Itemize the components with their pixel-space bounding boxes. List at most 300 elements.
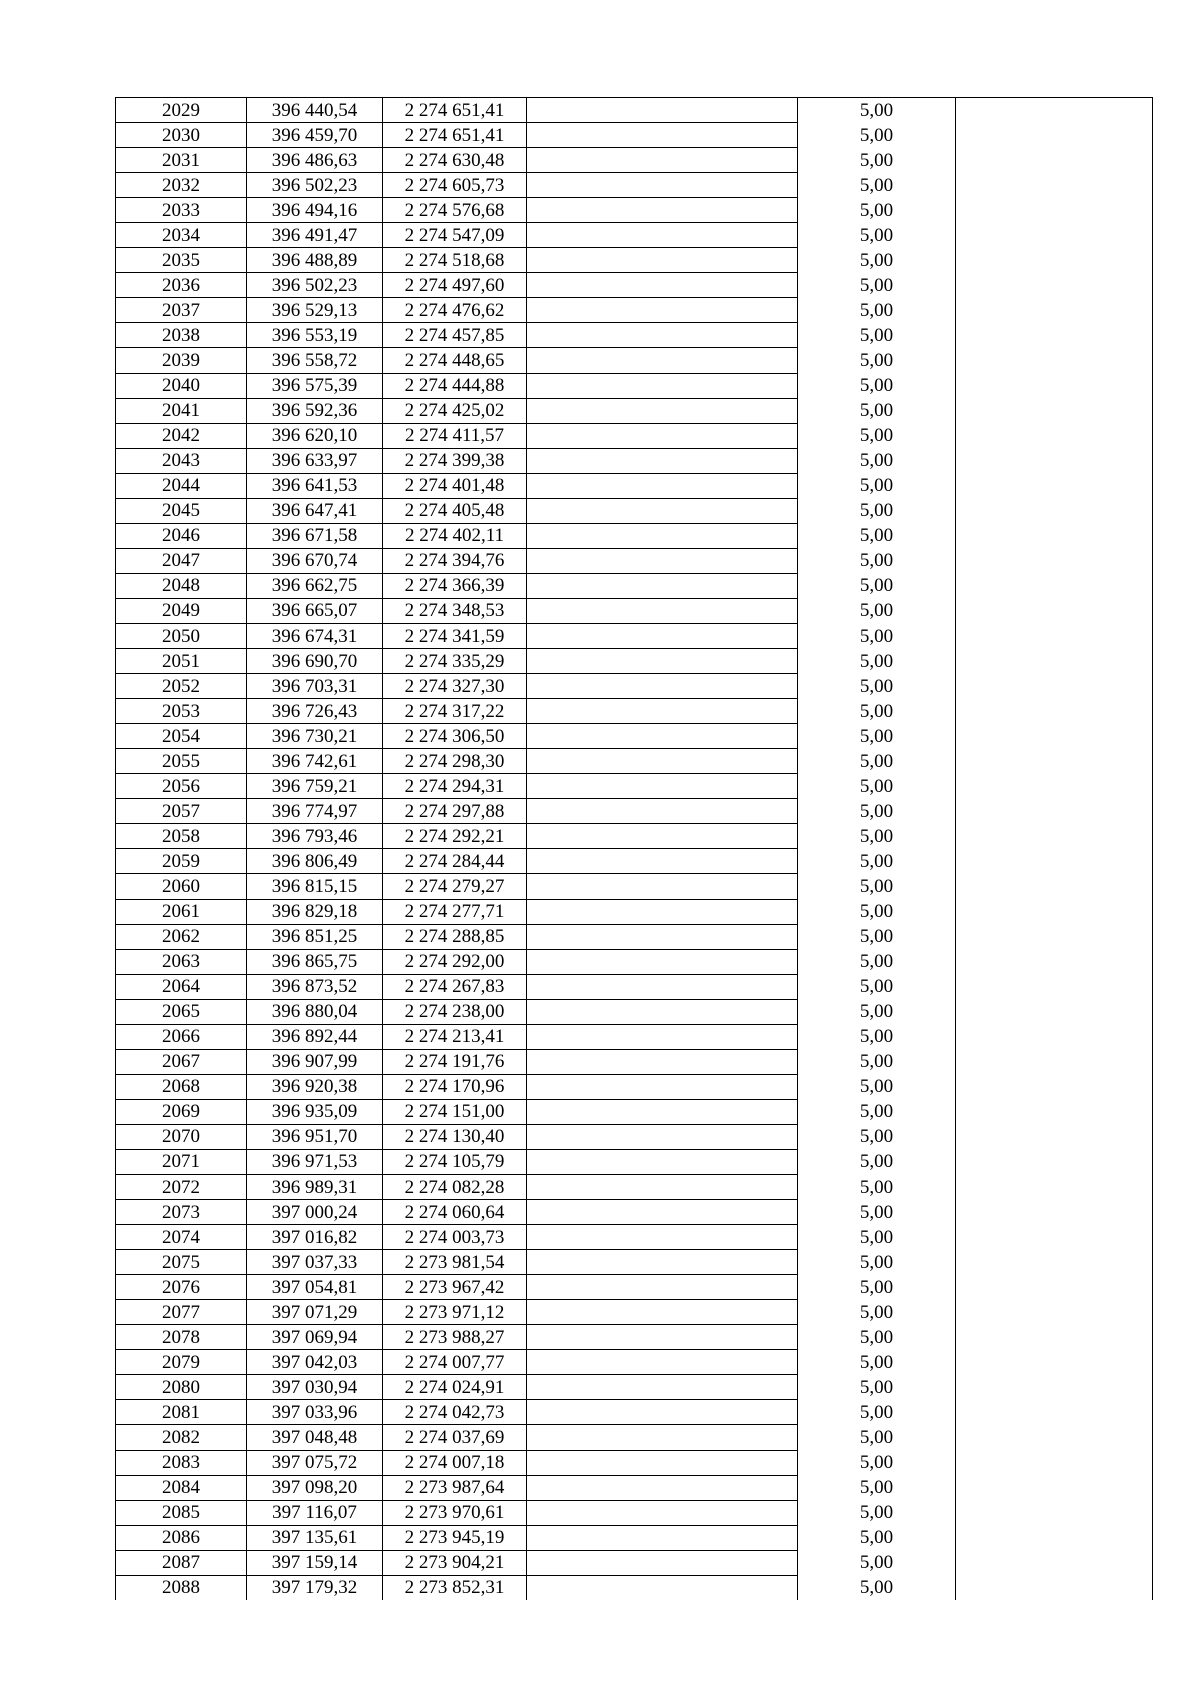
blank-cell: [527, 824, 798, 849]
point-number-cell: 2062: [116, 924, 247, 949]
tolerance-cell: 5,00: [798, 749, 956, 774]
y-coordinate-cell: 2 274 060,64: [383, 1200, 527, 1225]
tolerance-cell: 5,00: [798, 824, 956, 849]
extra-cell: [956, 1500, 1153, 1525]
extra-cell: [956, 774, 1153, 799]
point-number-cell: 2044: [116, 473, 247, 498]
tolerance-cell: 5,00: [798, 98, 956, 123]
tolerance-cell: 5,00: [798, 674, 956, 699]
blank-cell: [527, 1450, 798, 1475]
blank-cell: [527, 1099, 798, 1124]
table-row: [116, 148, 1153, 173]
extra-cell: [956, 148, 1153, 173]
y-coordinate-cell: 2 274 457,85: [383, 323, 527, 348]
table-row: [116, 548, 1153, 573]
x-coordinate-cell: 396 759,21: [247, 774, 383, 799]
tolerance-cell: 5,00: [798, 1225, 956, 1250]
blank-cell: [527, 1124, 798, 1149]
blank-cell: [527, 598, 798, 623]
point-number-cell: 2081: [116, 1400, 247, 1425]
tolerance-cell: 5,00: [798, 899, 956, 924]
point-number-cell: 2082: [116, 1425, 247, 1450]
extra-cell: [956, 1325, 1153, 1350]
tolerance-cell: 5,00: [798, 1475, 956, 1500]
point-number-cell: 2066: [116, 1024, 247, 1049]
x-coordinate-cell: 396 633,97: [247, 448, 383, 473]
y-coordinate-cell: 2 273 967,42: [383, 1275, 527, 1300]
table-row: [116, 298, 1153, 323]
x-coordinate-cell: 397 048,48: [247, 1425, 383, 1450]
x-coordinate-cell: 396 553,19: [247, 323, 383, 348]
tolerance-cell: 5,00: [798, 1124, 956, 1149]
x-coordinate-cell: 397 042,03: [247, 1350, 383, 1375]
tolerance-cell: 5,00: [798, 1300, 956, 1325]
y-coordinate-cell: 2 274 151,00: [383, 1099, 527, 1124]
blank-cell: [527, 1049, 798, 1074]
point-number-cell: 2045: [116, 498, 247, 523]
table-row: [116, 1550, 1153, 1575]
table-row: [116, 999, 1153, 1024]
extra-cell: [956, 649, 1153, 674]
point-number-cell: 2051: [116, 649, 247, 674]
y-coordinate-cell: 2 274 576,68: [383, 198, 527, 223]
y-coordinate-cell: 2 274 425,02: [383, 398, 527, 423]
extra-cell: [956, 473, 1153, 498]
tolerance-cell: 5,00: [798, 1575, 956, 1600]
point-number-cell: 2031: [116, 148, 247, 173]
y-coordinate-cell: 2 274 547,09: [383, 223, 527, 248]
table-row: [116, 1400, 1153, 1425]
blank-cell: [527, 699, 798, 724]
blank-cell: [527, 1350, 798, 1375]
x-coordinate-cell: 396 491,47: [247, 223, 383, 248]
point-number-cell: 2068: [116, 1074, 247, 1099]
tolerance-cell: 5,00: [798, 1325, 956, 1350]
point-number-cell: 2041: [116, 398, 247, 423]
x-coordinate-cell: 396 989,31: [247, 1175, 383, 1200]
tolerance-cell: 5,00: [798, 1375, 956, 1400]
tolerance-cell: 5,00: [798, 1500, 956, 1525]
y-coordinate-cell: 2 274 297,88: [383, 799, 527, 824]
point-number-cell: 2048: [116, 573, 247, 598]
table-row: [116, 1350, 1153, 1375]
x-coordinate-cell: 396 951,70: [247, 1124, 383, 1149]
blank-cell: [527, 123, 798, 148]
x-coordinate-cell: 396 851,25: [247, 924, 383, 949]
x-coordinate-cell: 396 459,70: [247, 123, 383, 148]
blank-cell: [527, 173, 798, 198]
table-row: [116, 1049, 1153, 1074]
extra-cell: [956, 924, 1153, 949]
point-number-cell: 2037: [116, 298, 247, 323]
tolerance-cell: 5,00: [798, 298, 956, 323]
point-number-cell: 2040: [116, 373, 247, 398]
blank-cell: [527, 849, 798, 874]
tolerance-cell: 5,00: [798, 348, 956, 373]
extra-cell: [956, 173, 1153, 198]
point-number-cell: 2042: [116, 423, 247, 448]
point-number-cell: 2039: [116, 348, 247, 373]
table-row: [116, 173, 1153, 198]
point-number-cell: 2035: [116, 248, 247, 273]
table-row: [116, 1124, 1153, 1149]
y-coordinate-cell: 2 273 945,19: [383, 1525, 527, 1550]
y-coordinate-cell: 2 273 988,27: [383, 1325, 527, 1350]
tolerance-cell: 5,00: [798, 573, 956, 598]
table-row: [116, 1074, 1153, 1099]
table-row: [116, 1425, 1153, 1450]
x-coordinate-cell: 397 116,07: [247, 1500, 383, 1525]
point-number-cell: 2030: [116, 123, 247, 148]
y-coordinate-cell: 2 274 267,83: [383, 974, 527, 999]
y-coordinate-cell: 2 274 348,53: [383, 598, 527, 623]
point-number-cell: 2036: [116, 273, 247, 298]
x-coordinate-cell: 397 033,96: [247, 1400, 383, 1425]
y-coordinate-cell: 2 274 007,77: [383, 1350, 527, 1375]
x-coordinate-cell: 396 488,89: [247, 248, 383, 273]
extra-cell: [956, 1074, 1153, 1099]
point-number-cell: 2070: [116, 1124, 247, 1149]
extra-cell: [956, 598, 1153, 623]
table-row: [116, 1024, 1153, 1049]
point-number-cell: 2077: [116, 1300, 247, 1325]
y-coordinate-cell: 2 274 306,50: [383, 724, 527, 749]
table-row: [116, 699, 1153, 724]
table-row: [116, 1525, 1153, 1550]
blank-cell: [527, 949, 798, 974]
table-row: [116, 273, 1153, 298]
x-coordinate-cell: 396 971,53: [247, 1149, 383, 1174]
y-coordinate-cell: 2 274 003,73: [383, 1225, 527, 1250]
tolerance-cell: 5,00: [798, 1525, 956, 1550]
y-coordinate-cell: 2 274 105,79: [383, 1149, 527, 1174]
blank-cell: [527, 1149, 798, 1174]
point-number-cell: 2076: [116, 1275, 247, 1300]
blank-cell: [527, 1475, 798, 1500]
table-row: [116, 623, 1153, 648]
table-body: [116, 98, 1153, 1600]
tolerance-cell: 5,00: [798, 774, 956, 799]
table-row: [116, 223, 1153, 248]
table-row: [116, 724, 1153, 749]
table-row: [116, 1149, 1153, 1174]
blank-cell: [527, 1425, 798, 1450]
x-coordinate-cell: 397 069,94: [247, 1325, 383, 1350]
point-number-cell: 2049: [116, 598, 247, 623]
coordinate-table: [115, 97, 1153, 1600]
point-number-cell: 2058: [116, 824, 247, 849]
y-coordinate-cell: 2 274 277,71: [383, 899, 527, 924]
table-row: [116, 674, 1153, 699]
table-row: [116, 1099, 1153, 1124]
x-coordinate-cell: 396 920,38: [247, 1074, 383, 1099]
extra-cell: [956, 348, 1153, 373]
tolerance-cell: 5,00: [798, 1074, 956, 1099]
table-row: [116, 1250, 1153, 1275]
point-number-cell: 2073: [116, 1200, 247, 1225]
blank-cell: [527, 1024, 798, 1049]
blank-cell: [527, 473, 798, 498]
table-row: [116, 373, 1153, 398]
tolerance-cell: 5,00: [798, 398, 956, 423]
extra-cell: [956, 273, 1153, 298]
y-coordinate-cell: 2 274 411,57: [383, 423, 527, 448]
x-coordinate-cell: 396 793,46: [247, 824, 383, 849]
blank-cell: [527, 924, 798, 949]
point-number-cell: 2034: [116, 223, 247, 248]
blank-cell: [527, 398, 798, 423]
y-coordinate-cell: 2 273 971,12: [383, 1300, 527, 1325]
y-coordinate-cell: 2 274 401,48: [383, 473, 527, 498]
point-number-cell: 2074: [116, 1225, 247, 1250]
tolerance-cell: 5,00: [798, 523, 956, 548]
point-number-cell: 2047: [116, 548, 247, 573]
x-coordinate-cell: 397 016,82: [247, 1225, 383, 1250]
tolerance-cell: 5,00: [798, 1450, 956, 1475]
tolerance-cell: 5,00: [798, 1024, 956, 1049]
table-row: [116, 899, 1153, 924]
x-coordinate-cell: 396 558,72: [247, 348, 383, 373]
y-coordinate-cell: 2 274 317,22: [383, 699, 527, 724]
x-coordinate-cell: 396 774,97: [247, 799, 383, 824]
x-coordinate-cell: 397 159,14: [247, 1550, 383, 1575]
point-number-cell: 2069: [116, 1099, 247, 1124]
y-coordinate-cell: 2 273 987,64: [383, 1475, 527, 1500]
extra-cell: [956, 1400, 1153, 1425]
tolerance-cell: 5,00: [798, 1099, 956, 1124]
extra-cell: [956, 1250, 1153, 1275]
table-row: [116, 598, 1153, 623]
tolerance-cell: 5,00: [798, 849, 956, 874]
y-coordinate-cell: 2 274 024,91: [383, 1375, 527, 1400]
tolerance-cell: 5,00: [798, 1250, 956, 1275]
blank-cell: [527, 974, 798, 999]
point-number-cell: 2038: [116, 323, 247, 348]
table-row: [116, 448, 1153, 473]
point-number-cell: 2064: [116, 974, 247, 999]
tolerance-cell: 5,00: [798, 448, 956, 473]
x-coordinate-cell: 397 075,72: [247, 1450, 383, 1475]
point-number-cell: 2033: [116, 198, 247, 223]
point-number-cell: 2032: [116, 173, 247, 198]
table-row: [116, 1450, 1153, 1475]
point-number-cell: 2071: [116, 1149, 247, 1174]
blank-cell: [527, 148, 798, 173]
table-row: [116, 1575, 1153, 1600]
blank-cell: [527, 1575, 798, 1600]
tolerance-cell: 5,00: [798, 373, 956, 398]
blank-cell: [527, 548, 798, 573]
x-coordinate-cell: 396 647,41: [247, 498, 383, 523]
extra-cell: [956, 1425, 1153, 1450]
x-coordinate-cell: 396 935,09: [247, 1099, 383, 1124]
table-row: [116, 949, 1153, 974]
x-coordinate-cell: 396 892,44: [247, 1024, 383, 1049]
blank-cell: [527, 523, 798, 548]
extra-cell: [956, 98, 1153, 123]
extra-cell: [956, 623, 1153, 648]
blank-cell: [527, 1250, 798, 1275]
blank-cell: [527, 1074, 798, 1099]
extra-cell: [956, 123, 1153, 148]
tolerance-cell: 5,00: [798, 724, 956, 749]
y-coordinate-cell: 2 274 399,38: [383, 448, 527, 473]
blank-cell: [527, 348, 798, 373]
tolerance-cell: 5,00: [798, 999, 956, 1024]
point-number-cell: 2029: [116, 98, 247, 123]
x-coordinate-cell: 396 665,07: [247, 598, 383, 623]
extra-cell: [956, 1350, 1153, 1375]
table-row: [116, 573, 1153, 598]
y-coordinate-cell: 2 274 191,76: [383, 1049, 527, 1074]
y-coordinate-cell: 2 274 448,65: [383, 348, 527, 373]
extra-cell: [956, 298, 1153, 323]
blank-cell: [527, 248, 798, 273]
x-coordinate-cell: 397 179,32: [247, 1575, 383, 1600]
tolerance-cell: 5,00: [798, 273, 956, 298]
extra-cell: [956, 849, 1153, 874]
x-coordinate-cell: 396 620,10: [247, 423, 383, 448]
blank-cell: [527, 273, 798, 298]
point-number-cell: 2088: [116, 1575, 247, 1600]
blank-cell: [527, 373, 798, 398]
table-row: [116, 824, 1153, 849]
tolerance-cell: 5,00: [798, 1175, 956, 1200]
x-coordinate-cell: 397 135,61: [247, 1525, 383, 1550]
x-coordinate-cell: 396 440,54: [247, 98, 383, 123]
tolerance-cell: 5,00: [798, 1350, 956, 1375]
point-number-cell: 2067: [116, 1049, 247, 1074]
blank-cell: [527, 1325, 798, 1350]
tolerance-cell: 5,00: [798, 1275, 956, 1300]
y-coordinate-cell: 2 274 007,18: [383, 1450, 527, 1475]
extra-cell: [956, 1124, 1153, 1149]
y-coordinate-cell: 2 274 292,21: [383, 824, 527, 849]
y-coordinate-cell: 2 274 651,41: [383, 98, 527, 123]
extra-cell: [956, 1024, 1153, 1049]
blank-cell: [527, 874, 798, 899]
extra-cell: [956, 1200, 1153, 1225]
point-number-cell: 2050: [116, 623, 247, 648]
table-row: [116, 1175, 1153, 1200]
extra-cell: [956, 899, 1153, 924]
x-coordinate-cell: 396 703,31: [247, 674, 383, 699]
extra-cell: [956, 448, 1153, 473]
table-row: [116, 849, 1153, 874]
blank-cell: [527, 1200, 798, 1225]
table-row: [116, 874, 1153, 899]
extra-cell: [956, 1149, 1153, 1174]
extra-cell: [956, 749, 1153, 774]
extra-cell: [956, 573, 1153, 598]
y-coordinate-cell: 2 273 970,61: [383, 1500, 527, 1525]
blank-cell: [527, 799, 798, 824]
tolerance-cell: 5,00: [798, 799, 956, 824]
tolerance-cell: 5,00: [798, 498, 956, 523]
extra-cell: [956, 248, 1153, 273]
blank-cell: [527, 1225, 798, 1250]
y-coordinate-cell: 2 274 341,59: [383, 623, 527, 648]
table-row: [116, 774, 1153, 799]
blank-cell: [527, 1400, 798, 1425]
table-row: [116, 749, 1153, 774]
blank-cell: [527, 1275, 798, 1300]
extra-cell: [956, 874, 1153, 899]
extra-cell: [956, 1225, 1153, 1250]
extra-cell: [956, 1450, 1153, 1475]
extra-cell: [956, 398, 1153, 423]
table-row: [116, 473, 1153, 498]
point-number-cell: 2060: [116, 874, 247, 899]
table-row: [116, 1200, 1153, 1225]
y-coordinate-cell: 2 274 497,60: [383, 273, 527, 298]
table-row: [116, 423, 1153, 448]
tolerance-cell: 5,00: [798, 974, 956, 999]
table-row: [116, 1475, 1153, 1500]
table-row: [116, 1500, 1153, 1525]
y-coordinate-cell: 2 274 082,28: [383, 1175, 527, 1200]
tolerance-cell: 5,00: [798, 198, 956, 223]
tolerance-cell: 5,00: [798, 874, 956, 899]
x-coordinate-cell: 396 742,61: [247, 749, 383, 774]
x-coordinate-cell: 397 030,94: [247, 1375, 383, 1400]
extra-cell: [956, 423, 1153, 448]
tolerance-cell: 5,00: [798, 1149, 956, 1174]
x-coordinate-cell: 396 880,04: [247, 999, 383, 1024]
tolerance-cell: 5,00: [798, 1425, 956, 1450]
y-coordinate-cell: 2 274 605,73: [383, 173, 527, 198]
x-coordinate-cell: 396 806,49: [247, 849, 383, 874]
tolerance-cell: 5,00: [798, 1200, 956, 1225]
y-coordinate-cell: 2 274 298,30: [383, 749, 527, 774]
point-number-cell: 2052: [116, 674, 247, 699]
blank-cell: [527, 498, 798, 523]
tolerance-cell: 5,00: [798, 248, 956, 273]
x-coordinate-cell: 397 037,33: [247, 1250, 383, 1275]
x-coordinate-cell: 396 674,31: [247, 623, 383, 648]
x-coordinate-cell: 396 529,13: [247, 298, 383, 323]
y-coordinate-cell: 2 274 292,00: [383, 949, 527, 974]
tolerance-cell: 5,00: [798, 623, 956, 648]
table-row: [116, 248, 1153, 273]
blank-cell: [527, 1375, 798, 1400]
y-coordinate-cell: 2 274 170,96: [383, 1074, 527, 1099]
x-coordinate-cell: 396 486,63: [247, 148, 383, 173]
tolerance-cell: 5,00: [798, 1550, 956, 1575]
extra-cell: [956, 1175, 1153, 1200]
blank-cell: [527, 674, 798, 699]
blank-cell: [527, 298, 798, 323]
extra-cell: [956, 198, 1153, 223]
table-row: [116, 799, 1153, 824]
point-number-cell: 2043: [116, 448, 247, 473]
point-number-cell: 2083: [116, 1450, 247, 1475]
tolerance-cell: 5,00: [798, 949, 956, 974]
x-coordinate-cell: 396 829,18: [247, 899, 383, 924]
point-number-cell: 2065: [116, 999, 247, 1024]
tolerance-cell: 5,00: [798, 223, 956, 248]
table-row: [116, 1300, 1153, 1325]
blank-cell: [527, 899, 798, 924]
table-row: [116, 498, 1153, 523]
point-number-cell: 2075: [116, 1250, 247, 1275]
extra-cell: [956, 498, 1153, 523]
y-coordinate-cell: 2 274 335,29: [383, 649, 527, 674]
table-row: [116, 1275, 1153, 1300]
tolerance-cell: 5,00: [798, 123, 956, 148]
extra-cell: [956, 799, 1153, 824]
point-number-cell: 2057: [116, 799, 247, 824]
